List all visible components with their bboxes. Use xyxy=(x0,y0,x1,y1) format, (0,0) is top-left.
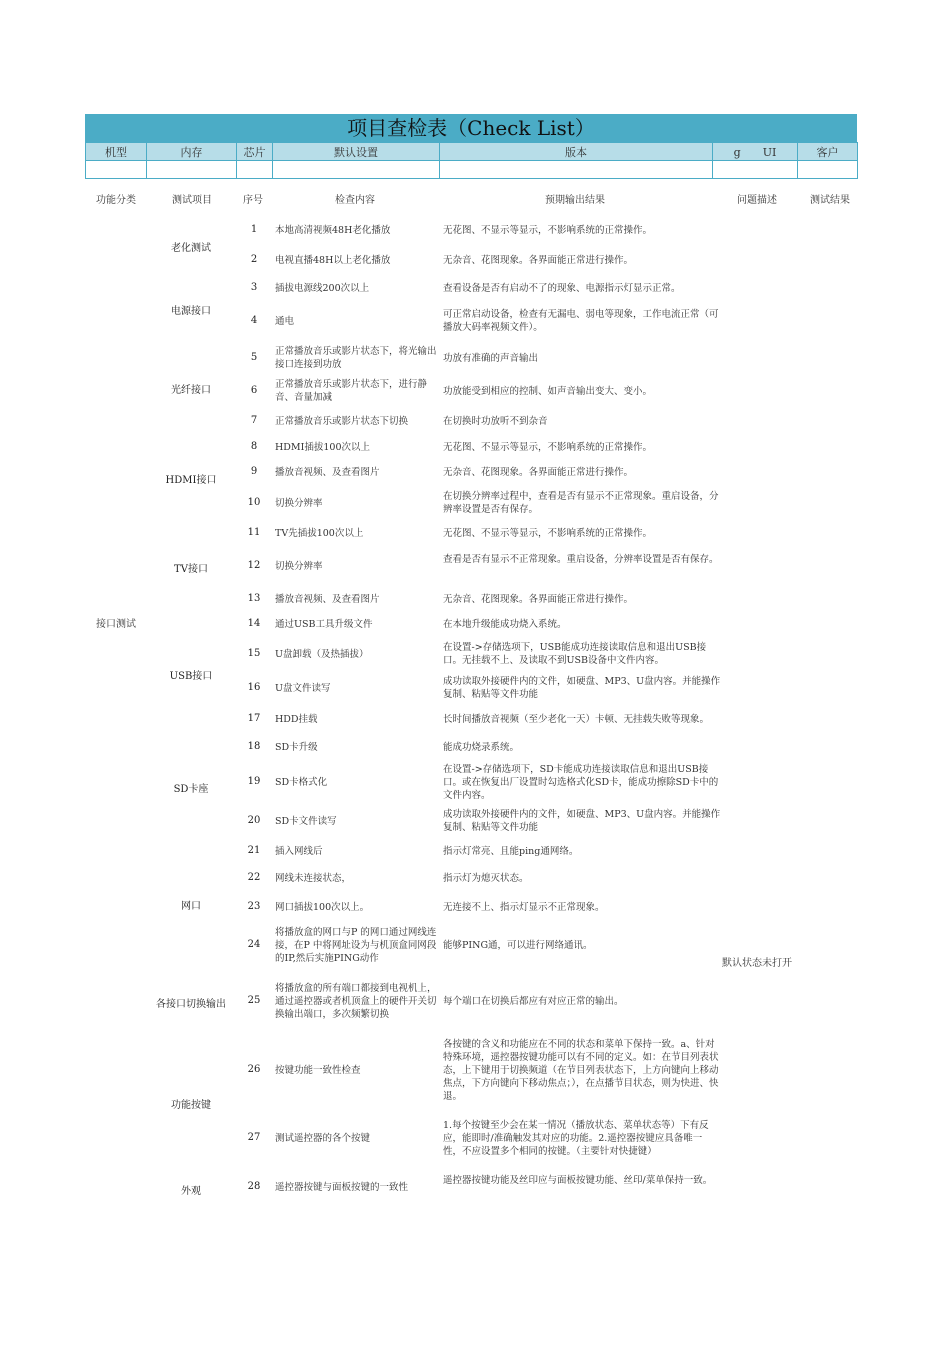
check-content: SD卡格式化 xyxy=(275,776,328,788)
title-bar xyxy=(85,114,857,142)
check-content: 网线未连接状态， xyxy=(275,872,352,884)
col-seq-no: 序号 xyxy=(243,195,263,206)
row-number: 9 xyxy=(250,466,258,477)
test-item-group: 网口 xyxy=(181,901,201,912)
header-table xyxy=(85,142,858,179)
header-memory: 内存 xyxy=(147,143,237,161)
row-number: 5 xyxy=(250,352,258,363)
expected-output: 在切换时功放听不到杂音 xyxy=(443,415,548,427)
check-content: 网口插拔100次以上。 xyxy=(275,901,370,913)
check-content: 通过USB工具升级文件 xyxy=(275,618,373,630)
row-number: 14 xyxy=(247,618,261,629)
row-number: 16 xyxy=(247,682,261,693)
header-labels-row xyxy=(86,143,858,161)
value-ui[interactable] xyxy=(713,161,798,179)
header-version: 版本 xyxy=(440,143,713,161)
check-content: 将播放盒的网口与P 的网口通过网线连接，在P 中将网址设为与机顶盒同网段的IP,然后实施PING动作 xyxy=(275,926,437,964)
row-number: 8 xyxy=(250,441,258,452)
row-number: 24 xyxy=(247,939,261,950)
row-number: 23 xyxy=(247,901,261,912)
test-item-group: SD卡座 xyxy=(173,784,209,795)
check-content: U盘卸载（及热插拔） xyxy=(275,648,369,660)
col-check-content: 检查内容 xyxy=(335,195,375,206)
test-item-group: 功能按键 xyxy=(171,1100,211,1111)
expected-output: 无杂音、花图现象。各界面能正常进行操作。 xyxy=(443,466,634,478)
test-item-group: 外观 xyxy=(181,1186,201,1197)
col-test-item: 测试项目 xyxy=(172,195,212,206)
expected-output: 在本地升级能成功烧入系统。 xyxy=(443,618,567,630)
header-customer: 客户 xyxy=(798,143,858,161)
expected-output: 无连接不上、指示灯显示不正常现象。 xyxy=(443,901,605,913)
test-item-group: TV接口 xyxy=(174,564,208,575)
expected-output: 在切换分辨率过程中，查看是否有显示不正常现象。重启设备，分辨率设置是否有保存。 xyxy=(443,491,719,515)
check-content: 正常播放音乐或影片状态下，将光输出接口连接到功放 xyxy=(275,346,437,370)
check-content: 播放音视频、及查看图片 xyxy=(275,466,380,478)
expected-output: 查看是否有显示不正常现象。重启设备，分辨率设置是否有保存。 xyxy=(443,554,719,565)
expected-output: 可正常启动设备，检查有无漏电、弱电等现象，工作电流正常（可播放大码率视频文件）。 xyxy=(443,309,719,333)
check-content: HDD挂载 xyxy=(275,713,318,725)
check-content: 插拔电源线200次以上 xyxy=(275,282,370,294)
expected-output: 指示灯常亮、且能ping通网络。 xyxy=(443,845,579,857)
expected-output: 每个端口在切换后都应有对应正常的输出。 xyxy=(443,995,624,1007)
expected-output: 指示灯为熄灭状态。 xyxy=(443,872,529,884)
check-content: 通电 xyxy=(275,315,295,327)
row-number: 17 xyxy=(247,713,261,724)
row-number: 18 xyxy=(247,741,261,752)
check-content: SD卡升级 xyxy=(275,741,318,753)
problem-note: 默认状态未打开 xyxy=(722,958,792,969)
value-default-setting[interactable] xyxy=(273,161,440,179)
row-number: 11 xyxy=(247,527,261,538)
row-number: 20 xyxy=(247,815,261,826)
row-number: 22 xyxy=(247,872,261,883)
check-content: 电视直播48H以上老化播放 xyxy=(275,254,391,266)
header-values-row xyxy=(86,161,858,179)
expected-output: 无花图、不显示等显示，不影响系统的正常操作。 xyxy=(443,441,653,453)
expected-output: 遥控器按键功能及丝印应与面板按键功能、丝印/菜单保持一致。 xyxy=(443,1175,713,1186)
col-expected-output: 预期输出结果 xyxy=(545,195,605,206)
row-number: 1 xyxy=(250,224,258,235)
col-test-result: 测试结果 xyxy=(810,195,850,206)
row-number: 4 xyxy=(250,315,258,326)
row-number: 10 xyxy=(247,497,261,508)
check-content: TV先插拔100次以上 xyxy=(275,527,364,539)
row-number: 27 xyxy=(247,1132,261,1143)
value-version[interactable] xyxy=(440,161,713,179)
expected-output: 无花图、不显示等显示，不影响系统的正常操作。 xyxy=(443,527,653,539)
test-item-group: 各接口切换输出 xyxy=(156,999,226,1010)
check-content: 播放音视频、及查看图片 xyxy=(275,593,380,605)
row-number: 7 xyxy=(250,415,258,426)
row-number: 3 xyxy=(250,282,258,293)
test-item-group: HDMI接口 xyxy=(165,475,217,486)
expected-output: 功放能受到相应的控制、如声音输出变大、变小。 xyxy=(443,385,653,397)
check-content: U盘文件读写 xyxy=(275,682,331,694)
row-number: 6 xyxy=(250,385,258,396)
header-ui: g UI xyxy=(713,143,798,161)
expected-output: 查看设备是否有启动不了的现象、电源指示灯显示正常。 xyxy=(443,282,681,294)
row-number: 13 xyxy=(247,593,261,604)
value-model[interactable] xyxy=(86,161,147,179)
expected-output: 长时间播放音视频（至少老化一天）卡顿、无挂载失败等现象。 xyxy=(443,713,710,725)
expected-output: 无杂音、花图现象。各界面能正常进行操作。 xyxy=(443,254,634,266)
expected-output: 成功读取外接硬件内的文件，如硬盘、MP3、U盘内容。并能操作复制、粘贴等文件功能 xyxy=(443,809,721,833)
check-content: HDMI插拔100次以上 xyxy=(275,441,371,453)
value-chip[interactable] xyxy=(237,161,273,179)
check-content: 正常播放音乐或影片状态下切换 xyxy=(275,415,409,427)
test-item-group: 电源接口 xyxy=(171,306,211,317)
page-title: 项目查检表（Check List） xyxy=(347,116,595,140)
row-number: 26 xyxy=(247,1064,261,1075)
header-model: 机型 xyxy=(86,143,147,161)
row-number: 25 xyxy=(247,995,261,1006)
expected-output: 在设置->存储选项下，USB能成功连接读取信息和退出USB接口。无挂载不上、及读取不到USB设备中文件内容。 xyxy=(443,642,707,666)
check-content: 正常播放音乐或影片状态下，进行静音、音量加减 xyxy=(275,379,428,403)
check-content: 测试遥控器的各个按键 xyxy=(275,1132,371,1144)
col-function-category: 功能分类 xyxy=(96,195,136,206)
expected-output: 在设置->存储选项下，SD卡能成功连接读取信息和退出USB接口。或在恢复出厂设置时勾选格式化SD卡，能成功擦除SD卡中的文件内容。 xyxy=(443,763,719,801)
expected-output: 无杂音、花图现象。各界面能正常进行操作。 xyxy=(443,593,634,605)
expected-output: 无花图、不显示等显示，不影响系统的正常操作。 xyxy=(443,224,653,236)
value-customer[interactable] xyxy=(798,161,858,179)
check-content: 切换分辨率 xyxy=(275,497,323,509)
expected-output: 能成功烧录系统。 xyxy=(443,741,520,753)
test-item-group: 老化测试 xyxy=(171,243,211,254)
col-problem-desc: 问题描述 xyxy=(737,195,777,206)
expected-output: 各按键的含义和功能应在不同的状态和菜单下保持一致。a、针对特殊环境，遥控器按键功能可以有不同的定义。如：在节目列表状态，上下键用于切换频道（在节目列表状态下，上方向键向上移动焦点，下方向键向下移动焦点；），在点播节目状态，则为快进、快退。 xyxy=(443,1038,719,1102)
row-number: 2 xyxy=(250,254,258,265)
check-content: 切换分辨率 xyxy=(275,560,323,572)
check-content: 遥控器按键与面板按键的一致性 xyxy=(275,1181,409,1193)
main-category: 接口测试 xyxy=(96,619,136,630)
test-item-group: USB接口 xyxy=(169,671,213,682)
row-number: 12 xyxy=(247,560,261,571)
row-number: 21 xyxy=(247,845,261,856)
row-number: 28 xyxy=(247,1181,261,1192)
header-chip: 芯片 xyxy=(237,143,273,161)
test-item-group: 光纤接口 xyxy=(171,385,211,396)
check-content: 插入网线后 xyxy=(275,845,323,857)
check-content: 本地高清视频48H老化播放 xyxy=(275,224,391,236)
expected-output: 成功读取外接硬件内的文件，如硬盘、MP3、U盘内容。并能操作复制、粘贴等文件功能 xyxy=(443,676,721,700)
check-content: SD卡文件读写 xyxy=(275,815,337,827)
row-number: 19 xyxy=(247,776,261,787)
expected-output: 功放有准确的声音输出 xyxy=(443,352,539,364)
header-default-setting: 默认设置 xyxy=(273,143,440,161)
check-content: 按键功能一致性检查 xyxy=(275,1064,361,1076)
row-number: 15 xyxy=(247,648,261,659)
expected-output: 能够PING通，可以进行网络通讯。 xyxy=(443,939,593,951)
value-memory[interactable] xyxy=(147,161,237,179)
check-content: 将播放盒的所有端口都接到电视机上，通过遥控器或者机顶盒上的硬件开关切换输出端口，多次频繁切换 xyxy=(275,982,437,1020)
expected-output: 1.每个按键至少会在某一情况（播放状态、菜单状态等）下有反应，能即时/准确触发其对应的功能。2.遥控器按键应具备唯一性，不应设置多个相同的按键。（主要针对快捷键） xyxy=(443,1119,709,1157)
